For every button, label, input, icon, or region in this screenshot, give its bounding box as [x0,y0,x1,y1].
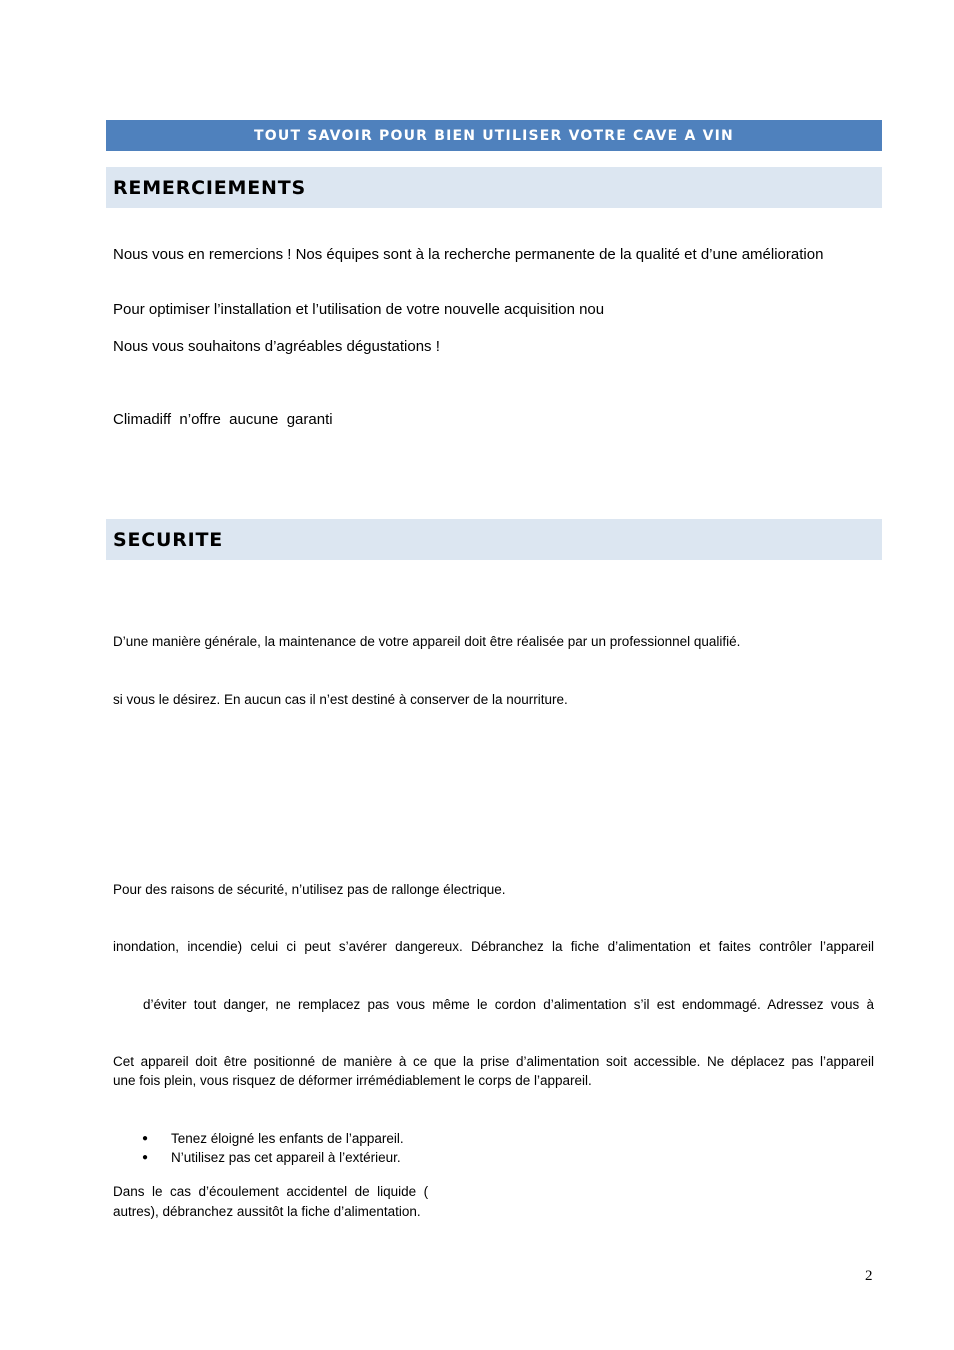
section-heading-remerciements: REMERCIEMENTS [106,167,882,208]
securite-paragraph-2: si vous le désirez. En aucun cas il n’est destiné à conserver de la nourriture. [113,692,568,707]
securite-paragraph-5: d’éviter tout danger, ne remplacez pas vous même le cordon d’alimentation s’il est endommagé. Adressez vous à [143,997,874,1012]
bullet-icon: ● [142,1133,149,1144]
list-item [140,1130,404,1149]
remerciements-paragraph-1: Nous vous en remercions ! Nos équipes sont à la recherche permanente de la qualité et d’une amélioration [113,246,824,263]
document-banner: TOUT SAVOIR POUR BIEN UTILISER VOTRE CAVE A VIN [106,120,882,151]
securite-paragraph-4: inondation, incendie) celui ci peut s’avérer dangereux. Débranchez la fiche d’alimentation et faites contrôler l’appareil [113,939,874,954]
securite-paragraph-7-line-1: Dans le cas d’écoulement accidentel de liquide ( [113,1184,429,1199]
securite-paragraph-6-line-1: Cet appareil doit être positionné de manière à ce que la prise d’alimentation soit accessible. Ne déplacez pas l’appareil [113,1054,874,1069]
remerciements-paragraph-2: Pour optimiser l’installation et l’utilisation de votre nouvelle acquisition nou [113,301,605,318]
remerciements-paragraph-4: Climadiff n’offre aucune garanti [113,411,333,428]
securite-paragraph-6-line-2: une fois plein, vous risquez de déformer irrémédiablement le corps de l’appareil. [113,1073,592,1088]
bullet-icon: ● [142,1151,149,1163]
bullet-text: Tenez éloigné les enfants de l’appareil. [171,1131,404,1146]
securite-paragraph-3: Pour des raisons de sécurité, n’utilisez pas de rallonge électrique. [113,882,506,897]
bullet-text: N’utilisez pas cet appareil à l’extérieur. [171,1149,401,1165]
section-heading-securite: SECURITE [106,519,882,560]
securite-paragraph-1: D’une manière générale, la maintenance de votre appareil doit être réalisée par un professionnel qualifié. [113,634,741,649]
remerciements-paragraph-3: Nous vous souhaitons d’agréables dégustations ! [113,338,440,355]
page-number: 2 [865,1268,873,1284]
list-item [140,1149,404,1168]
securite-paragraph-7-line-2: autres), débranchez aussitôt la fiche d’alimentation. [113,1204,421,1219]
safety-bullet-list [140,1130,404,1167]
